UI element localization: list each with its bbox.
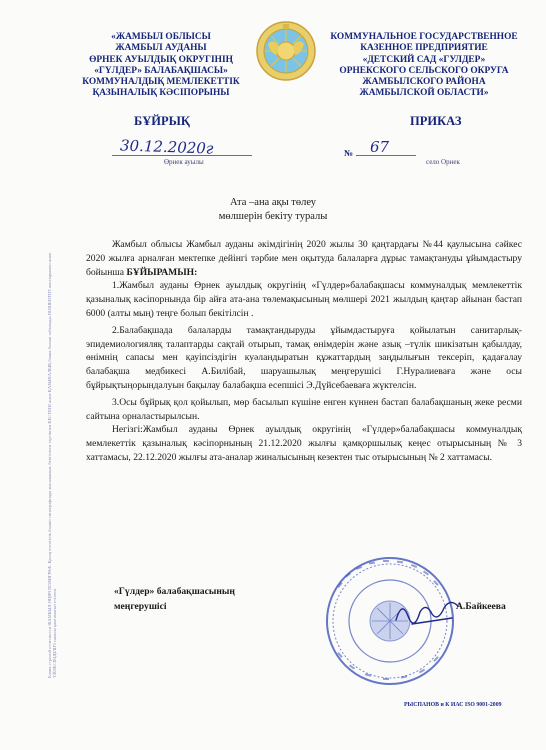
intro-text: Жамбыл облысы Жамбыл ауданы әкімдігінің 2020 жылы 30 қаңтардағы №44 қаулысына сәйкес 2020 жылға арналған мектепке дейінгі тәрбие мен оқытуда балаларға дұрыс тамақтануды ұйымдастыру бойынша: [86, 239, 522, 278]
basis-paragraph: Негізгі:Жамбыл ауданы Өрнек ауылдық округінің «Гүлдер»балабақшасы коммуналдық мемлекеттік қазыналық кәсіпорнының 21.12.2020 жылғы қамқоршылық кеңес отырысының № 3 хаттамасы, 22.12.2020 жылғы ата-аналар жиналысының кезектен тыс отырысының № 2 хаттамасы.: [86, 424, 522, 463]
place-kazakh: Өрнек ауылы: [164, 158, 204, 166]
header-right-line: КАЗЕННОЕ ПРЕДПРИЯТИЕ: [360, 43, 488, 54]
number-underline: [356, 155, 416, 156]
intro-bold: БҰЙЫРАМЫН:: [126, 266, 198, 278]
signer-position-line2: меңгерушісі: [114, 601, 167, 612]
state-emblem-icon: [255, 20, 317, 82]
document-title-line1: Ата –ана ақы төлеу: [229, 197, 317, 208]
header-right-line: «ДЕТСКИЙ САД «ГУЛДЕР»: [362, 54, 486, 65]
header-left-kazakh: [72, 32, 250, 100]
blank-sidebar-text: Бланк строгой отчетности ЖАМБЫЛ ӨҢІРІ ПОЛИГРАФ. Қатаң есептілік бланкі типографияда жасалынып, бекітілген тәртіппен КЕСТЕНІ және ҚАЗЫНАЛЫҚ бланк болып табылады ПОШЕНТІГІ жоспарымен және ҮЙЛЕСІМДІЛІГІ сапасы қамтамасыз етілген: [47, 252, 57, 678]
doctype-russian: ПРИКАЗ: [410, 114, 462, 128]
header-right-line: ЖАМБЫЛСКОЙ ОБЛАСТИ»: [359, 88, 489, 99]
printer-mark: РЫСПАНОВ и К ИАС ISO 9001-2009: [404, 702, 502, 708]
document-body: [86, 238, 522, 465]
header-left-line: ҚАЗЫНАЛЫҚ КӘСІПОРЫНЫ: [92, 88, 230, 99]
header-left-line: «ГҮЛДЕР» БАЛАБАҚШАСЫ»: [94, 65, 228, 76]
header-left-line: КОММУНАЛДЫҚ МЕМЛЕКЕТТІК: [82, 77, 240, 88]
header-right-line: ОРНЕКСКОГО СЕЛЬСКОГО ОКРУГА: [339, 65, 509, 76]
header-right-line: КОММУНАЛЬНОЕ ГОСУДАРСТВЕННОЕ: [330, 32, 518, 42]
signature-scribble-icon: [392, 594, 464, 630]
signer-name: А.Байкеева: [456, 601, 506, 612]
header-right-russian: [316, 32, 532, 100]
handwritten-number: 67: [370, 138, 390, 156]
intro-paragraph: [86, 238, 522, 279]
header-right-line: ЖАМБЫЛСКОГО РАЙОНА: [362, 77, 486, 88]
order-item-2: 2.Балабақшада балаларды тамақтандыруды ұйымдастыруға қойылатын санитарлық-эпидемиологияляқ талаптарды сақтай отырып, тамақ өнімдерін және азық –түлік шикізатын қабылдау, өнімнің сапасы мен қауіпсіздігін куәландыратын құжаттардың заңдылығын тексеріп, қадағалау балабақша медбикесі А.Билібай, шаруашылық меңгерушісі Г.Нуралиеваға және осы бұйрықтыңорындалуын бақылау балабақша есепшісі Э.Дүйсебаеваға жүктелсін.: [86, 324, 522, 391]
header-left-line: «ЖАМБЫЛ ОБЛЫСЫ: [111, 32, 211, 42]
date-underline: [112, 155, 252, 156]
handwritten-date: 30.12.2020г: [119, 136, 214, 158]
order-item-3: 3.Осы бұйрық қол қойылып, мөр басылып күшіне енген күннен бастап балабақшаның жеке ресми сайтына орналастырылсын.: [86, 396, 522, 422]
place-russian: село Орнек: [426, 158, 460, 166]
doctype-kazakh: БҰЙРЫҚ: [134, 114, 190, 128]
document-title-line2: мөлшерін бекіту туралы: [218, 211, 328, 222]
number-sign: №: [344, 148, 354, 158]
order-item-1: 1.Жамбыл ауданы Өрнек ауылдық округінің «Гүлдер»балабақшасы коммуналдық мемлекеттік қазыналық кәсіпорнында бір айға ата-ана төлемақысының мөлшері 2021 жылдың қаңтар айынан бастап 6000 (алты мың) теңге болып бекітілсін .: [86, 280, 522, 319]
header-left-line: ӨРНЕК АУЫЛДЫҚ ОКРУГІНІҢ: [89, 54, 233, 65]
header-left-line: ЖАМБЫЛ АУДАНЫ: [115, 43, 207, 54]
signer-position-line1: «Гүлдер» балабақшасының: [114, 586, 235, 597]
